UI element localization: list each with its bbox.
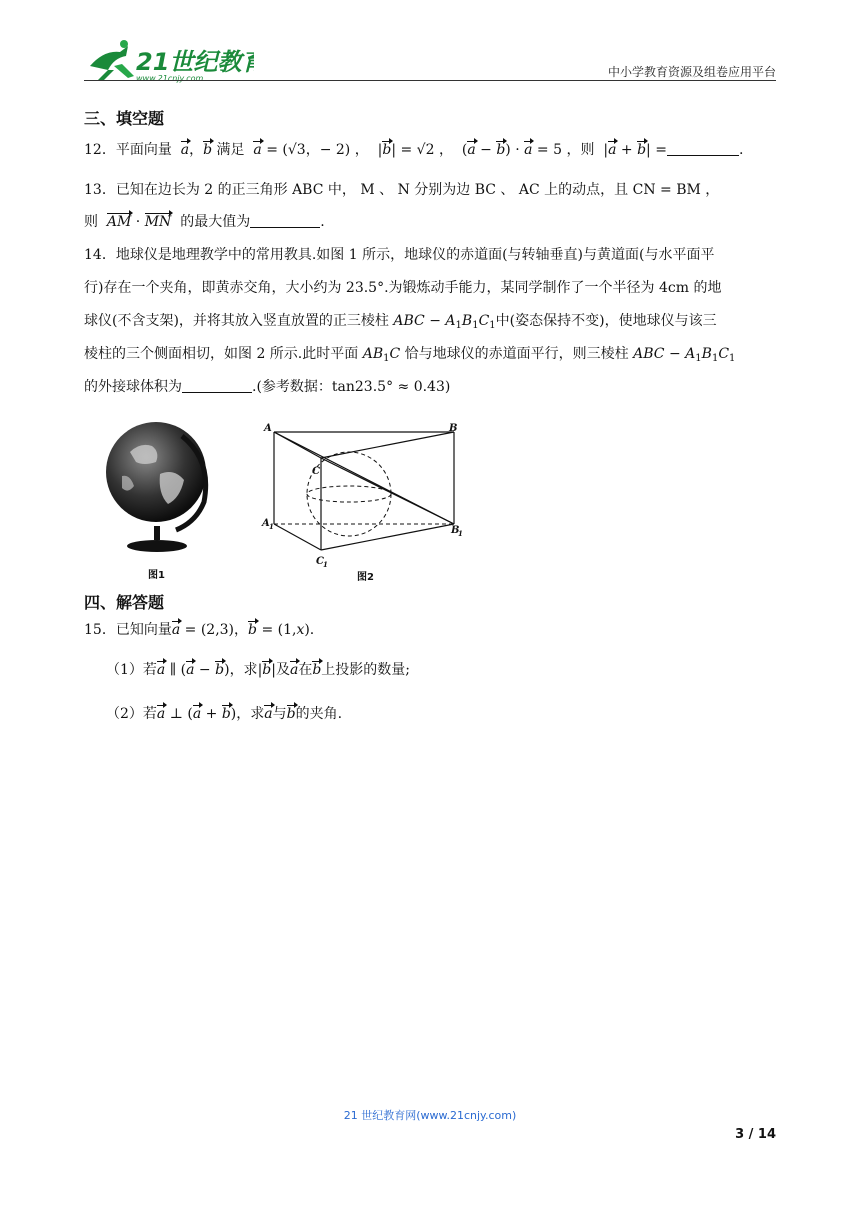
- question-12: 12．平面向量 a，b 满足 a = (√3，− 2) ， |b| = √2 ， (a − b) · a = 5 ，则 |a + b| = .: [84, 142, 744, 158]
- q15-p1-mid: ，求: [229, 662, 258, 678]
- vector-a: a: [180, 142, 190, 158]
- q12-number: 12．: [84, 142, 116, 158]
- vector-MN: MN: [144, 214, 172, 230]
- q14-l5-a: 的外接球体积为: [84, 379, 182, 395]
- header-platform-text: 中小学教育资源及组卷应用平台: [607, 65, 776, 79]
- section-title-answer: 四、解答题: [84, 593, 165, 612]
- q15-stem-a: = (2,3)，: [184, 622, 249, 638]
- label-A1-sub: 1: [269, 522, 274, 531]
- footer-site-link[interactable]: 21 世纪教育网(www.21cnjy.com): [343, 1109, 517, 1122]
- q14-l4-b: 恰与地球仪的赤道面平行，则三棱柱: [404, 346, 629, 362]
- question-15-part-2: （2）若a ⊥ (a + b)，求a与b的夹角.: [106, 706, 343, 722]
- vector-a: a: [253, 142, 262, 158]
- figure-2-prism: [258, 418, 472, 568]
- globe-base: [127, 540, 187, 552]
- q12-cond-c: = 5: [536, 142, 562, 158]
- vector-a: a: [467, 142, 476, 158]
- label-B1-sub: 1: [458, 529, 463, 538]
- question-15-part-1: （1）若a ∥ (a − b)，求|b|及a在b上投影的数量;: [106, 662, 411, 678]
- q14-l3-b: 中(姿态保持不变)，使地球仪与该三: [495, 313, 717, 329]
- vector-a: a: [524, 142, 533, 158]
- q15-stem-end: ).: [304, 622, 315, 638]
- question-15-stem: 15．已知向量a = (2,3)，b = (1,x).: [84, 622, 315, 638]
- section-title-fill-in: 三、填空题: [84, 109, 165, 128]
- q15-p1-and: 及: [275, 662, 290, 678]
- answer-blank-14[interactable]: [182, 378, 252, 393]
- q15-p2-with: 与: [272, 706, 287, 722]
- q14-l5-b: .(参考数据：tan23.5° ≈ 0.43): [252, 379, 451, 395]
- answer-blank-12[interactable]: [667, 141, 739, 156]
- label-C1: C: [316, 556, 324, 567]
- question-14-line-3: 球仪(不含支架)，并将其放入竖直放置的正三棱柱 ABC − $A_1B_1C_1$中(姿态保持不变)，使地球仪与该三: [84, 313, 717, 331]
- q15-p2-mid: ，求: [236, 706, 265, 722]
- q12-text-2: 满足: [216, 142, 245, 158]
- site-logo: [84, 36, 254, 84]
- q14-l3-a: 球仪(不含支架)，并将其放入竖直放置的正三棱柱: [84, 313, 389, 329]
- q15-p1-on: 在: [298, 662, 313, 678]
- question-13-line-1: 13．已知在边长为 2 的正三角形 ABC 中， M 、 N 分别为边 BC 、 AC 上的动点，且 CN = BM ，: [84, 182, 720, 198]
- q15-p1-end: 上投影的数量;: [321, 662, 411, 678]
- q15-p2-end: 的夹角.: [295, 706, 343, 722]
- vector-b: b: [496, 142, 506, 158]
- label-A1: A: [262, 518, 270, 529]
- figure-1-globe: [100, 414, 220, 556]
- q15-stem-b: = (1,: [261, 622, 297, 638]
- question-14-line-1: 14．地球仪是地理教学中的常用教具.如图 1 所示，地球仪的赤道面(与转轴垂直)与黄道面(与水平面平: [84, 247, 715, 263]
- label-A: A: [264, 423, 272, 434]
- q13-pre: 则: [84, 214, 98, 230]
- vector-b: b: [203, 142, 213, 158]
- q12-text-1: 平面向量: [115, 142, 172, 158]
- figure-2-caption: 图2: [357, 572, 374, 583]
- logo-url: www.21cnjy.com: [136, 74, 204, 83]
- vector-AM: AM: [106, 214, 132, 230]
- q15-stem-pre: 15．已知向量: [84, 622, 172, 638]
- q12-text-3: ，则: [566, 142, 595, 158]
- page-number: 3 / 14: [735, 1127, 776, 1142]
- answer-blank-13[interactable]: [250, 213, 320, 228]
- figure-1-caption: 图1: [148, 570, 165, 581]
- q12-cond-a: = (√3，− 2): [266, 142, 351, 158]
- q12-cond-b: = √2: [400, 142, 435, 158]
- q15-p1-pre: （1）若: [106, 662, 157, 678]
- question-14-line-5: [84, 377, 450, 397]
- logo-text: 21世纪教育: [136, 48, 254, 76]
- vector-b: b: [637, 142, 647, 158]
- label-C1-sub: 1: [323, 560, 328, 568]
- vector-b: b: [382, 142, 392, 158]
- q14-l4-a: 棱柱的三个侧面相切，如图 2 所示.此时平面: [84, 346, 359, 362]
- globe-sphere: [106, 422, 206, 522]
- vector-a: a: [608, 142, 617, 158]
- question-13-line-2: 则 AM · MN 的最大值为 .: [84, 214, 325, 230]
- question-14-line-2: 行)存在一个夹角，即黄赤交角，大小约为 23.5°.为锻炼动手能力，某同学制作了一个半径为 4cm 的地: [84, 280, 722, 296]
- q13-post: 的最大值为: [180, 214, 251, 230]
- label-C: C: [312, 466, 320, 477]
- question-14-line-4: 棱柱的三个侧面相切，如图 2 所示.此时平面 $AB_1C$ 恰与地球仪的赤道面平行，则三棱柱 ABC − $A_1B_1C_1$: [84, 346, 736, 364]
- q15-p2-pre: （2）若: [106, 706, 157, 722]
- label-B: B: [449, 423, 458, 434]
- header-divider: [84, 80, 776, 81]
- label-B1: B: [451, 525, 460, 536]
